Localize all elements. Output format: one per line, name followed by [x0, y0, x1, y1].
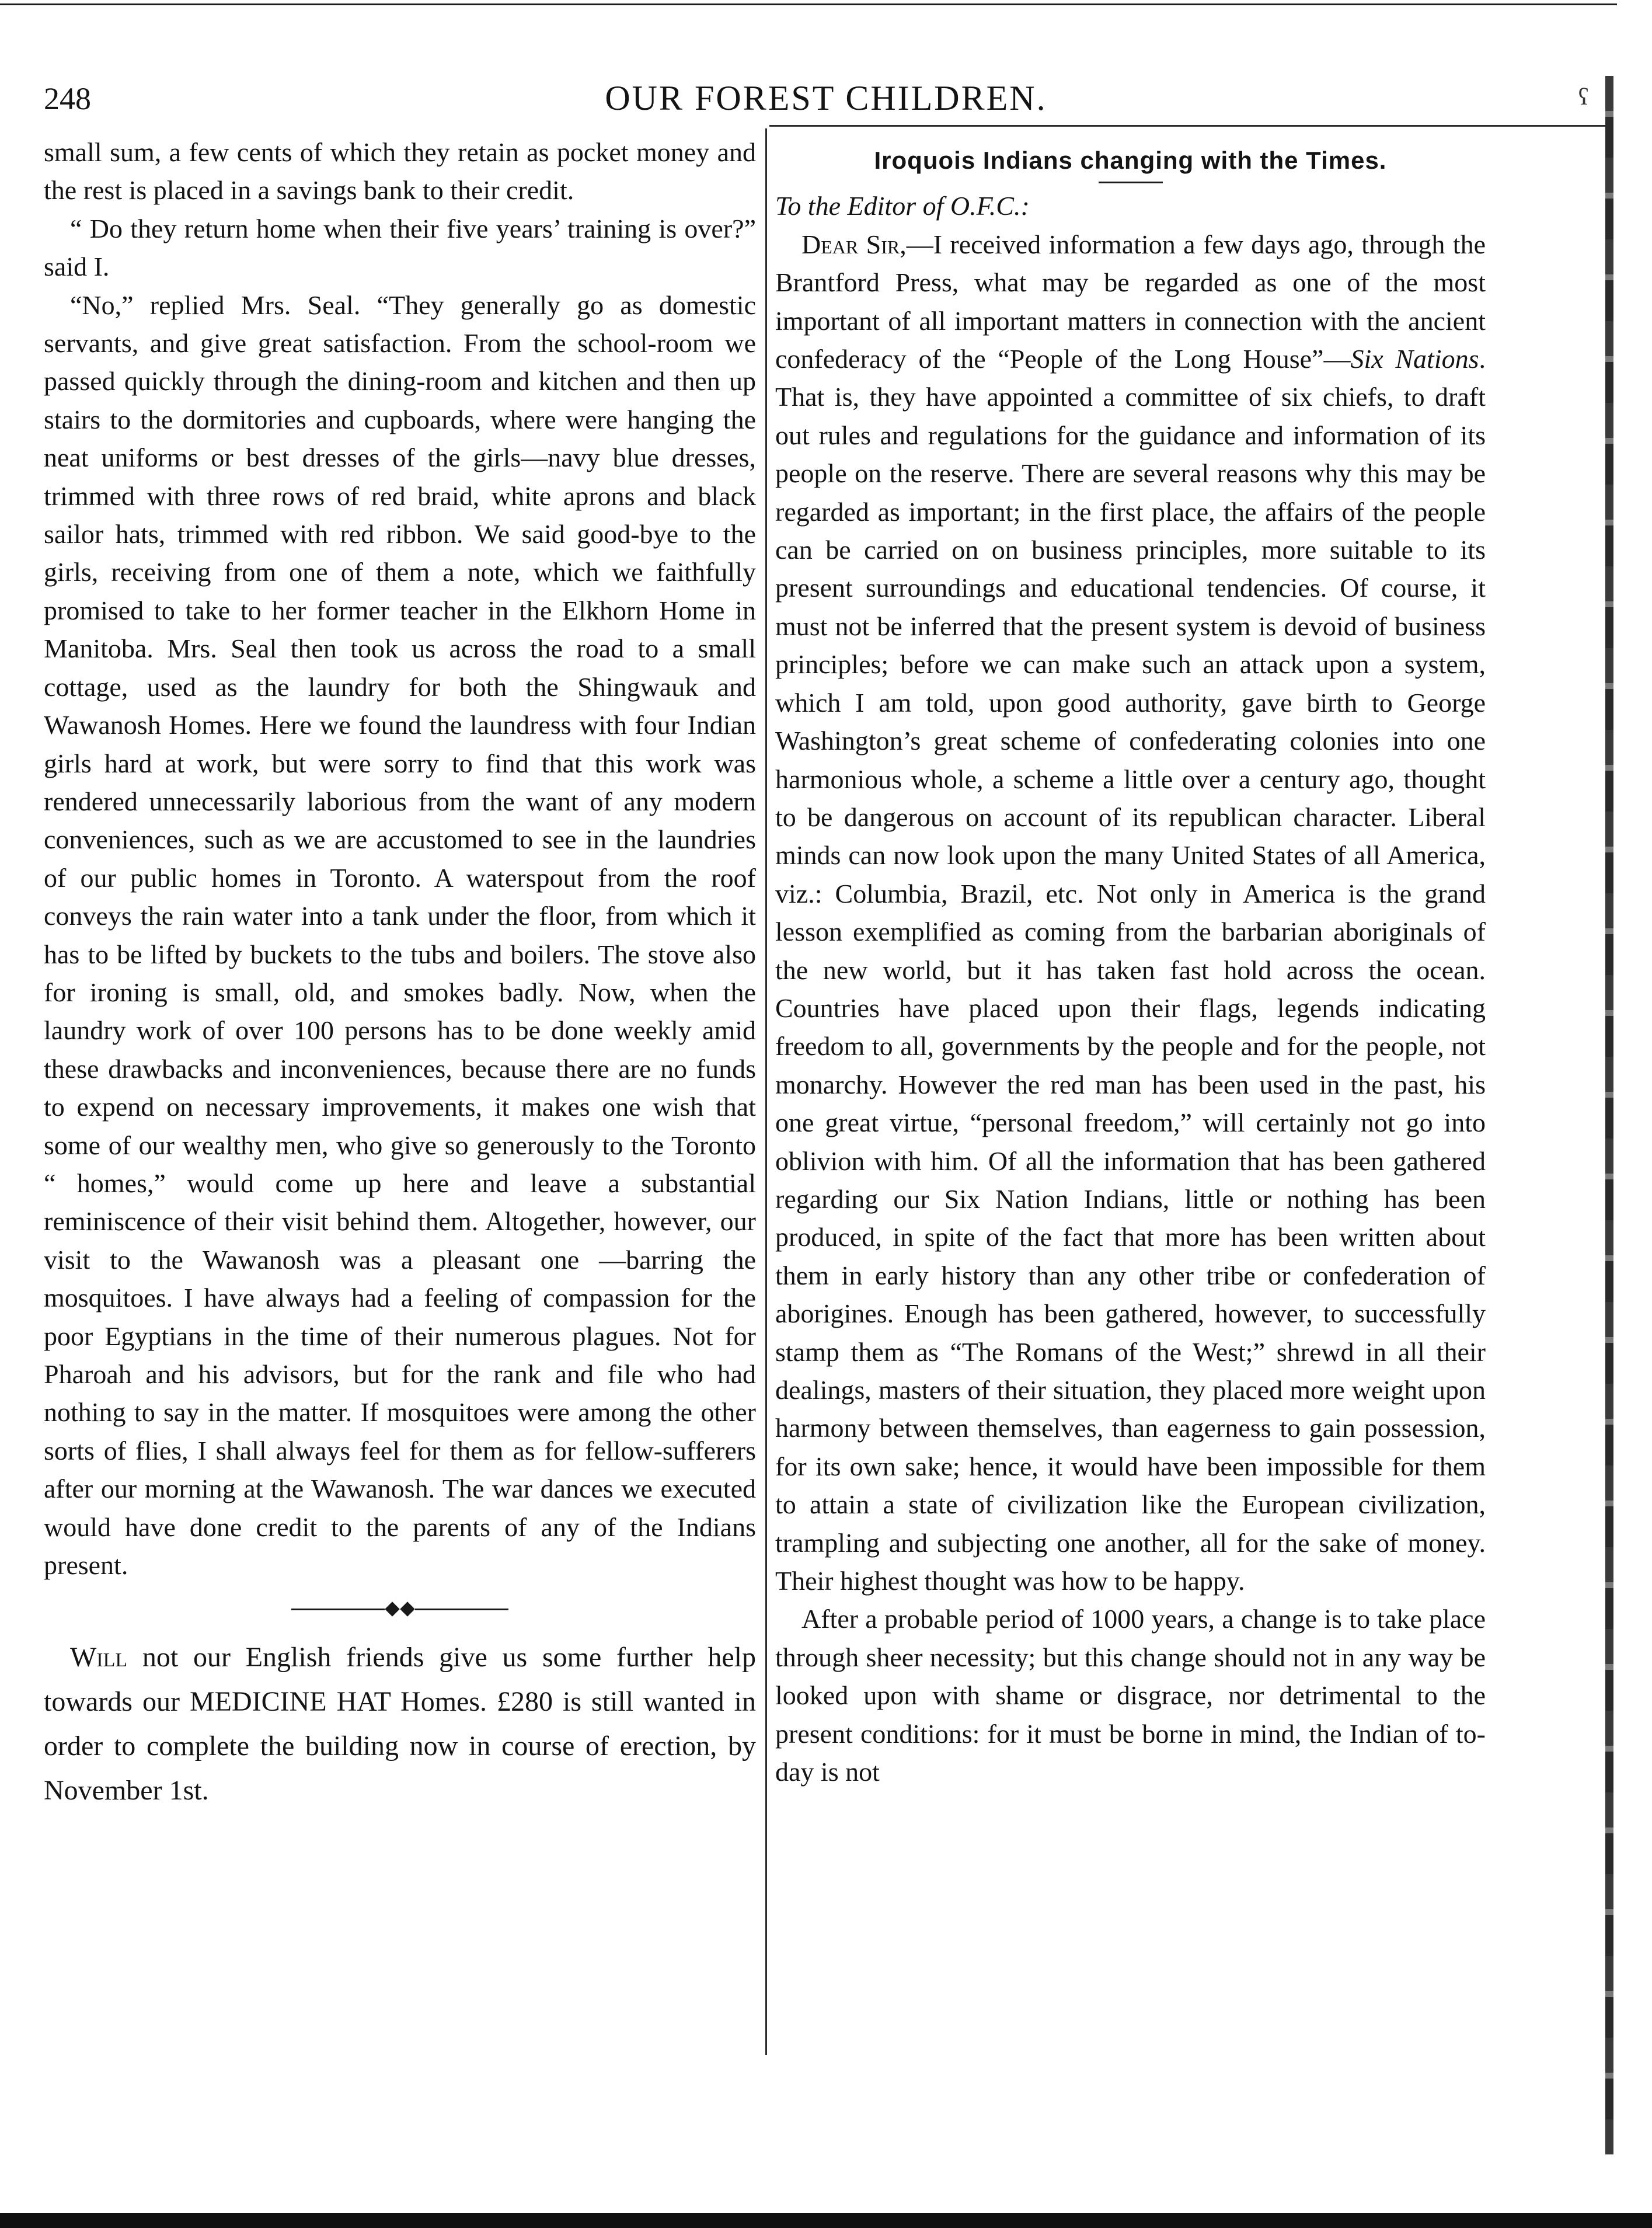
editor-salutation: To the Editor of O.F.C.: [775, 191, 1030, 221]
right-paragraph-1 [775, 225, 1486, 1600]
right-paragraph-2: After a probable period of 1000 years, a change is to take place through sheer necessity; but this change should not in any way be looked upon with shame or disgrace, nor detrimental to the present conditions: for it must be borne in mind, the Indian of to-day is not [775, 1604, 1486, 1787]
page-edge-binding [1605, 76, 1613, 2154]
right-column [775, 133, 1486, 1791]
right-column-top-rule [769, 125, 1610, 127]
left-paragraph-2: “ Do they return home when their five years’ training is over?” said I. [44, 213, 756, 282]
column-divider [765, 128, 767, 2055]
section-ornament [44, 1604, 756, 1614]
running-title: OUR FOREST CHILDREN. [605, 79, 1047, 117]
notice-lead-word: Will [70, 1642, 128, 1673]
ornament-diamond-icon [400, 1602, 414, 1617]
medicine-hat-notice [44, 1635, 756, 1813]
top-border-rule [0, 4, 1617, 5]
dear-sir: Dear Sir, [801, 229, 907, 259]
six-nations-italic: Six Nations [1350, 344, 1479, 374]
heading-rule [1099, 182, 1163, 183]
ornament-line-right [415, 1609, 508, 1610]
left-paragraph-1: small sum, a few cents of which they retain as pocket money and the rest is placed in a savings bank to their credit. [44, 137, 756, 206]
right-paragraph-1-part-a: —I received information a few days ago, through the Brantford Press, what may be regarded as one of the most important of all important matters in connection with the ancient confederacy of the “People of the Long House”— [775, 229, 1486, 374]
page-header [0, 75, 1652, 127]
edge-mark-top: ʕ [1578, 83, 1589, 110]
page-number: 248 [44, 81, 91, 116]
left-column [44, 133, 756, 1813]
left-paragraph-3: “No,” replied Mrs. Seal. “They generally go as domestic servants, and give great satisfaction. From the school-room we passed quickly through the dining-room and kitchen and then up stairs to the dormitories and cupboards, where were hanging the neat uniforms or best dresses of the girls—navy blue dresses, trimmed with three rows of red braid, white aprons and black sailor hats, trimmed with red ribbon. We said good-bye to the girls, receiving from one of them a note, which we faithfully promised to take to her former teacher in the Elkhorn Home in Manitoba. Mrs. Seal then took us across the road to a small cottage, used as the laundry for both the Shingwauk and Wawanosh Homes. Here we found the laundress with four Indian girls hard at work, but were sorry to find that this work was rendered unnecessarily laborious from the want of any modern conveniences, such as we are accustomed to see in the laundries of our public homes in Toronto. A waterspout from the roof conveys the rain water into a tank under the floor, from which it has to be lifted by buckets to the tubs and boilers. The stove also for ironing is small, old, and smokes badly. Now, when the laundry work of over 100 persons has to be done weekly amid these drawbacks and inconveniences, because there are no funds to expend on necessary improvements, it makes one wish that some of our wealthy men, who give so generously to the Toronto “ homes,” would come up here and leave a substantial reminiscence of their visit behind them. Altogether, however, our visit to the Wawanosh was a pleasant one —barring the mosquitoes. I have always had a feeling of compassion for the poor Egyptians in the time of their numerous plagues. Not for Pharoah and his advisors, but for the rank and file who had nothing to say in the matter. If mosquitoes were among the other sorts of flies, I shall always feel for them as for fellow-sufferers after our morning at the Wawanosh. The war dances we executed would have done credit to the parents of any of the Indians present. [44, 290, 756, 1581]
right-paragraph-1-part-b: . That is, they have appointed a committee of six chiefs, to draft out rules and regulations for the guidance and information of its people on the reserve. There are several reasons why this may be regarded as important; in the first place, the affairs of the people can be carried on on business principles, more suitable to its present surroundings and educational tendencies. Of course, it must not be inferred that the present system is devoid of business principles; before we can make such an attack upon a system, which I am told, upon good authority, gave birth to George Washington’s great scheme of confederating colonies into one harmonious whole, a scheme a little over a century ago, thought to be dangerous on account of its republican character. Liberal minds can now look upon the many United States of all America, viz.: Columbia, Brazil, etc. Not only in America is the grand lesson exemplified as coming from the barbarian aboriginals of the new world, but it has taken fast hold across the ocean. Countries have placed upon their flags, legends indicating freedom to all, governments by the people and for the people, not monarchy. However the red man has been used in the past, his one great virtue, “personal freedom,” will certainly not go into oblivion with him. Of all the information that has been gathered regarding our Six Nation Indians, little or nothing has been produced, in spite of the fact that more has been written about them in early history than any other tribe or confederation of aborigines. Enough has been gathered, however, to successfully stamp them as “The Romans of the West;” shrewd in all their dealings, masters of their situation, they placed more weight upon harmony between themselves, than eagerness to gain possession, for its own sake; hence, it would have been impossible for them to attain a state of civilization like the European civilization, trampling and subjecting one another, all for the sake of money. Their highest thought was how to be happy. [775, 344, 1486, 1596]
ornament-diamond-icon [385, 1602, 399, 1617]
article-heading: Iroquois Indians changing with the Times. [874, 147, 1387, 174]
ornament-line-left [291, 1609, 385, 1610]
bottom-border-rule [0, 2213, 1652, 2228]
notice-text: not our English friends give us some further help towards our MEDICINE HAT Homes. £280 is still wanted in order to complete the building now in course of erection, by November 1st. [44, 1642, 756, 1806]
